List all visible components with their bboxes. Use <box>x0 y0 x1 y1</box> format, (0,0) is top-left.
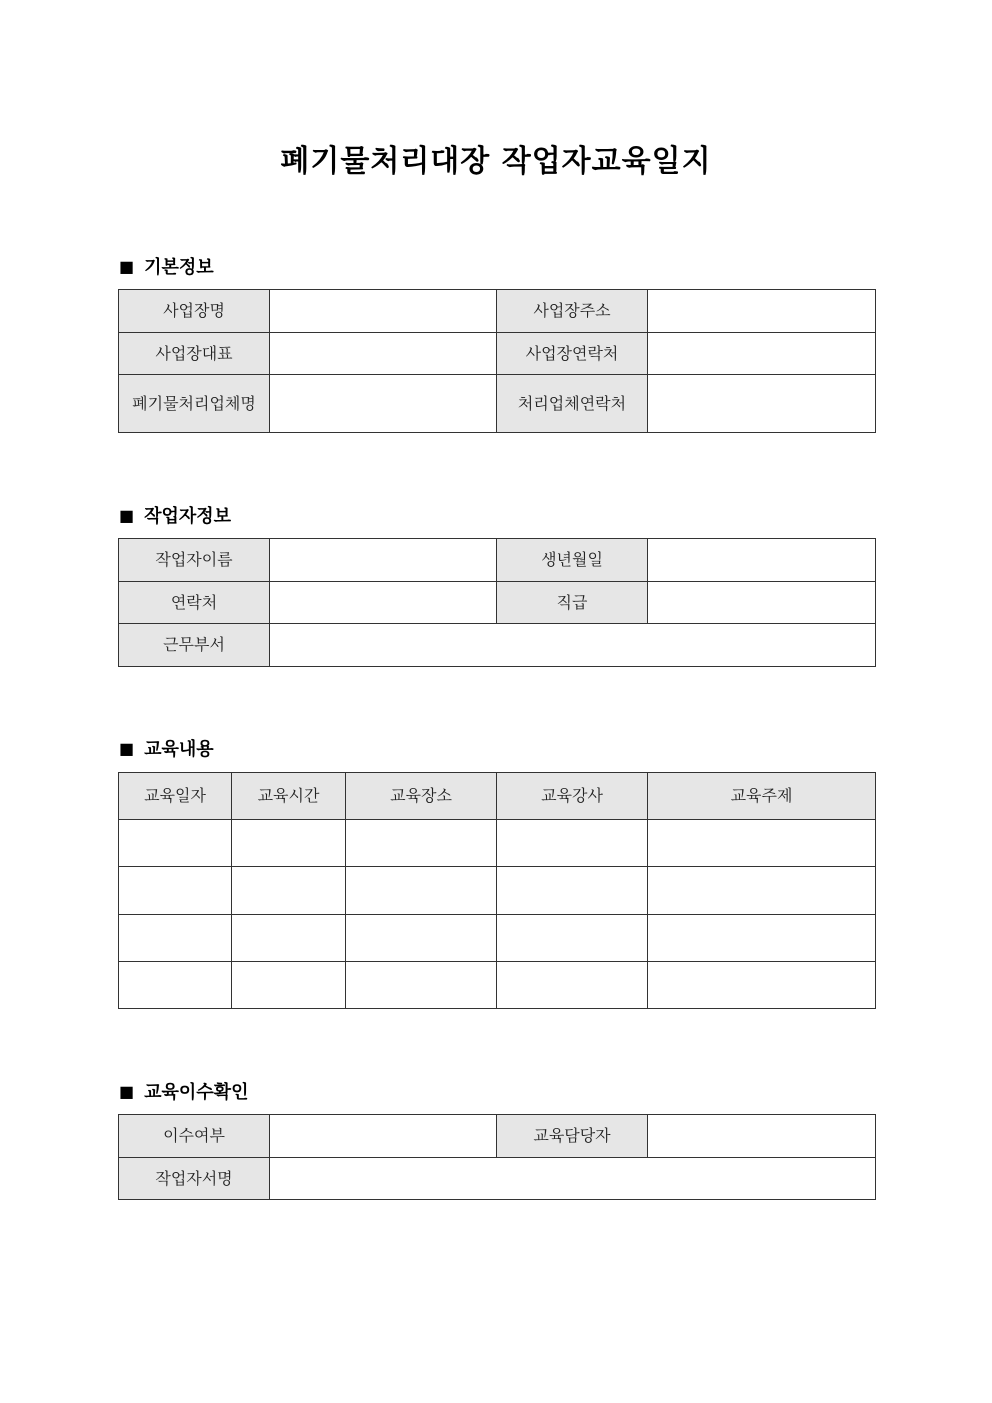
education-table <box>118 772 876 1009</box>
birth-date-field[interactable] <box>648 539 876 582</box>
edu-topic-cell[interactable] <box>648 962 876 1009</box>
edu-date-cell[interactable] <box>119 820 232 867</box>
label-disposal-company: 폐기물처리업체명 <box>119 375 270 433</box>
table-header-row <box>119 773 876 820</box>
edu-instructor-cell[interactable] <box>497 915 648 962</box>
label-worker-signature: 작업자서명 <box>119 1158 270 1200</box>
disposal-contact-field[interactable] <box>648 375 876 433</box>
label-site-name: 사업장명 <box>119 290 270 333</box>
edu-place-cell[interactable] <box>346 867 497 915</box>
table-row <box>119 582 876 624</box>
disposal-company-field[interactable] <box>270 375 497 433</box>
completion-status-field[interactable] <box>270 1115 497 1158</box>
label-worker-name: 작업자이름 <box>119 539 270 582</box>
edu-manager-field[interactable] <box>648 1115 876 1158</box>
edu-instructor-cell[interactable] <box>497 962 648 1009</box>
site-contact-field[interactable] <box>648 333 876 375</box>
site-address-field[interactable] <box>648 290 876 333</box>
section-title-worker: 작업자정보 <box>144 506 232 527</box>
edu-place-cell[interactable] <box>346 915 497 962</box>
edu-time-cell[interactable] <box>232 962 346 1009</box>
label-disposal-contact: 처리업체연락처 <box>497 375 648 433</box>
site-name-field[interactable] <box>270 290 497 333</box>
label-position: 직급 <box>497 582 648 624</box>
edu-date-cell[interactable] <box>119 867 232 915</box>
label-site-address: 사업장주소 <box>497 290 648 333</box>
table-row <box>119 962 876 1009</box>
table-row <box>119 624 876 667</box>
worker-signature-field[interactable] <box>270 1158 876 1200</box>
edu-place-cell[interactable] <box>346 962 497 1009</box>
table-row <box>119 375 876 433</box>
table-row <box>119 333 876 375</box>
column-header-date: 교육일자 <box>119 773 232 820</box>
position-field[interactable] <box>648 582 876 624</box>
edu-place-cell[interactable] <box>346 820 497 867</box>
department-field[interactable] <box>270 624 876 667</box>
column-header-instructor: 교육강사 <box>497 773 648 820</box>
table-row <box>119 867 876 915</box>
section-heading-worker <box>119 502 231 528</box>
square-bullet-icon: ■ <box>119 505 135 525</box>
section-title-basic: 기본정보 <box>144 257 214 278</box>
label-worker-contact: 연락처 <box>119 582 270 624</box>
edu-date-cell[interactable] <box>119 915 232 962</box>
column-header-time: 교육시간 <box>232 773 346 820</box>
table-row <box>119 1158 876 1200</box>
square-bullet-icon: ■ <box>119 256 135 276</box>
edu-instructor-cell[interactable] <box>497 820 648 867</box>
section-title-education: 교육내용 <box>144 739 214 760</box>
square-bullet-icon: ■ <box>119 738 135 758</box>
column-header-place: 교육장소 <box>346 773 497 820</box>
edu-instructor-cell[interactable] <box>497 867 648 915</box>
page-title: 폐기물처리대장 작업자교육일지 <box>280 144 712 179</box>
edu-date-cell[interactable] <box>119 962 232 1009</box>
worker-name-field[interactable] <box>270 539 497 582</box>
table-row <box>119 1115 876 1158</box>
label-site-rep: 사업장대표 <box>119 333 270 375</box>
site-rep-field[interactable] <box>270 333 497 375</box>
worker-contact-field[interactable] <box>270 582 497 624</box>
section-heading-completion <box>119 1078 248 1104</box>
edu-time-cell[interactable] <box>232 820 346 867</box>
label-birth-date: 생년월일 <box>497 539 648 582</box>
column-header-topic: 교육주제 <box>648 773 876 820</box>
label-department: 근무부서 <box>119 624 270 667</box>
table-row <box>119 539 876 582</box>
section-heading-basic <box>119 253 214 279</box>
edu-topic-cell[interactable] <box>648 915 876 962</box>
table-row <box>119 290 876 333</box>
square-bullet-icon: ■ <box>119 1081 135 1101</box>
edu-time-cell[interactable] <box>232 867 346 915</box>
worker-info-table <box>118 538 876 667</box>
edu-topic-cell[interactable] <box>648 867 876 915</box>
label-site-contact: 사업장연락처 <box>497 333 648 375</box>
completion-table <box>118 1114 876 1200</box>
table-row <box>119 915 876 962</box>
table-row <box>119 820 876 867</box>
section-heading-education <box>119 735 214 761</box>
edu-time-cell[interactable] <box>232 915 346 962</box>
basic-info-table <box>118 289 876 433</box>
label-completion-status: 이수여부 <box>119 1115 270 1158</box>
section-title-completion: 교육이수확인 <box>144 1082 249 1103</box>
label-edu-manager: 교육담당자 <box>497 1115 648 1158</box>
edu-topic-cell[interactable] <box>648 820 876 867</box>
